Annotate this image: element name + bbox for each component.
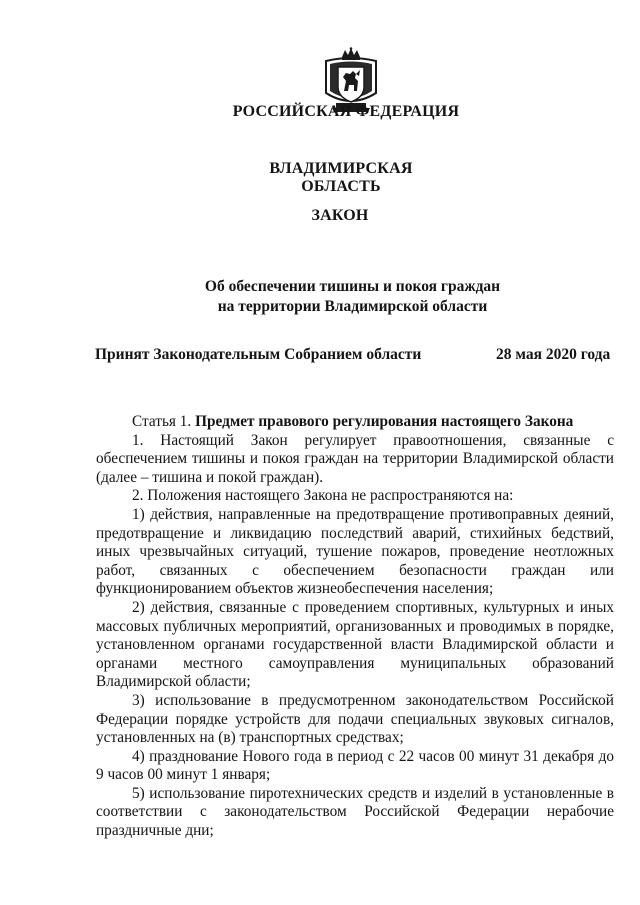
- region-heading: ВЛАДИМИРСКАЯ ОБЛАСТЬ: [269, 160, 413, 195]
- paragraph: 2) действия, связанные с проведением спортивных, культурных и иных массовых публичных мероприятий, организованных и проводимых в порядке, установленном органами государственной власти Владимирской области и органами местного самоуправления муниципальных образований Владимирской области;: [96, 598, 614, 691]
- country-heading: РОССИЙСКАЯ ФЕДЕРАЦИЯ: [232, 103, 460, 120]
- article-prefix: Статья 1.: [132, 413, 196, 430]
- law-title-line: Об обеспечении тишины и покоя граждан: [204, 278, 501, 295]
- adoption-text: Принят Законодательным Собранием области: [95, 346, 422, 363]
- paragraph: 1) действия, направленные на предотвращение противоправных деяний, предотвращение и ликвидацию последствий аварий, стихийных бедствий, иных чрезвычайных ситуаций, тушение пожаров, проведение неотложных работ, связанных с обеспечением безопасности граждан или функционированием объектов жизнеобеспечения населения;: [96, 505, 614, 598]
- paragraph: 5) использование пиротехнических средств и изделий в установленные в соответствии с законодательством Российской Федерации нерабочие праздничные дни;: [96, 784, 614, 840]
- article-heading: [96, 413, 614, 432]
- adoption-date: 28 мая 2020 года: [496, 346, 611, 363]
- paragraph: 3) использование в предусмотренном законодательством Российской Федерации порядке устройств для подачи специальных звуковых сигналов, установленных на (в) транспортных средствах;: [96, 691, 614, 747]
- law-title: [190, 277, 515, 317]
- article-title: Предмет правового регулирования настоящего Закона: [195, 413, 574, 430]
- paragraph: 2. Положения настоящего Закона не распространяются на:: [132, 487, 514, 505]
- paragraph: 1. Настоящий Закон регулирует правоотношения, связанные с обеспечением тишины и покоя граждан на территории Владимирской области (далее – тишина и покой граждан).: [96, 431, 614, 486]
- paragraph: 4) празднование Нового года в период с 22 часов 00 минут 31 декабря до 9 часов 00 минут 1 января;: [96, 747, 614, 784]
- document-type-heading: ЗАКОН: [311, 207, 369, 224]
- law-title-line: на территории Владимирской области: [217, 298, 488, 315]
- law-body: [96, 413, 614, 841]
